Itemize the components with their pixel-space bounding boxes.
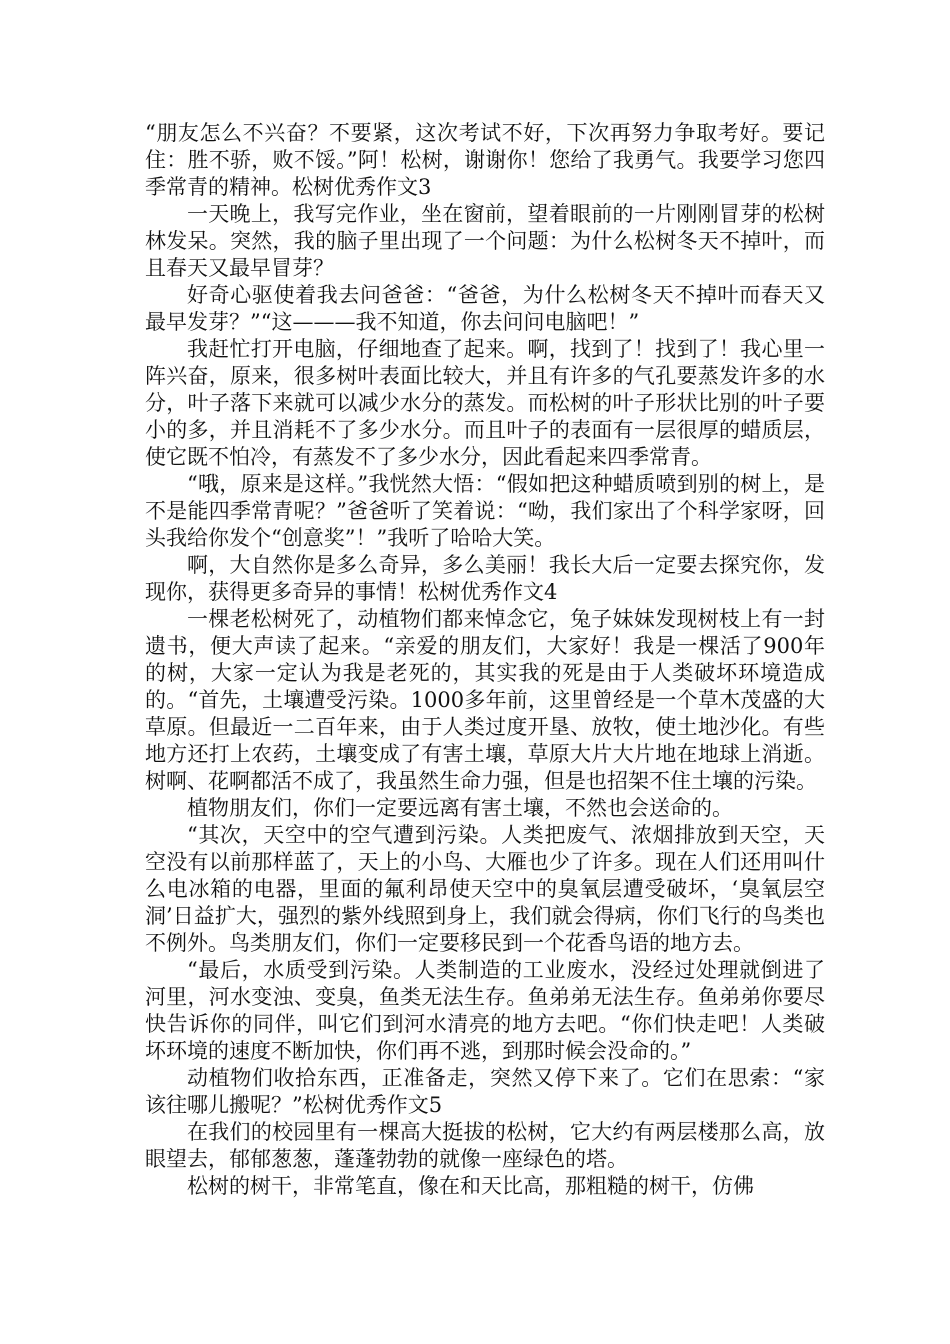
paragraph-13: 松树的树干，非常笔直，像在和天比高，那粗糙的树干，仿佛 bbox=[187, 1174, 754, 1198]
paragraph-7: 一棵老松树死了，动植物们都来悼念它，兔子妹妹发现树枝上有一封遗书，便大声读了起来。“亲爱的朋友们，大家好！我是一棵活了900年的树，大家一定认为我是老死的，其实我的死是由于人类破坏环境造成的。“首先，土壤遭受污染。1000多年前，这里曾经是一个草木茂盛的大草原。但最近一二百年来，由于人类过度开垦、放牧，使土地沙化。有些地方还打上农药，土壤变成了有害土壤，草原大片大片地在地球上消逝。树啊、花啊都活不成了，我虽然生命力强，但是也招架不住土壤的污染。 bbox=[145, 607, 825, 793]
paragraph-3: 好奇心驱使着我去问爸爸：“爸爸，为什么松树冬天不掉叶而春天又最早发芽？”“这———我不知道，你去问问电脑吧！” bbox=[145, 283, 825, 334]
paragraph-6: 啊，大自然你是多么奇异，多么美丽！我长大后一定要去探究你，发现你，获得更多奇异的事情！松树优秀作文4 bbox=[145, 553, 825, 604]
paragraph-12: 在我们的校园里有一棵高大挺拔的松树，它大约有两层楼那么高，放眼望去，郁郁葱葱，蓬蓬勃勃的就像一座绿色的塔。 bbox=[145, 1120, 825, 1171]
paragraph-8: 植物朋友们，你们一定要远离有害土壤，不然也会送命的。 bbox=[187, 796, 733, 820]
paragraph-1: “朋友怎么不兴奋？不要紧，这次考试不好，下次再努力争取考好。要记住：胜不骄，败不馁。”阿！松树，谢谢你！您给了我勇气。我要学习您四季常青的精神。松树优秀作文3 bbox=[145, 121, 825, 199]
paragraph-9: “其次，天空中的空气遭到污染。人类把废气、浓烟排放到天空，天空没有以前那样蓝了，天上的小鸟、大雁也少了许多。现在人们还用叫什么电冰箱的电器，里面的氟利昂使天空中的臭氧层遭受破坏，‘臭氧层空洞’日益扩大，强烈的紫外线照到身上，我们就会得病，你们飞行的鸟类也不例外。鸟类朋友们，你们一定要移民到一个花香鸟语的地方去。 bbox=[145, 823, 825, 955]
paragraph-5: “哦，原来是这样。”我恍然大悟：“假如把这种蜡质喷到别的树上，是不是能四季常青呢？”爸爸听了笑着说：“呦，我们家出了个科学家呀，回头我给你发个“创意奖”！”我听了哈哈大笑。 bbox=[145, 472, 825, 550]
document-page bbox=[145, 120, 825, 1200]
paragraph-4: 我赶忙打开电脑，仔细地查了起来。啊，找到了！找到了！我心里一阵兴奋，原来，很多树叶表面比较大，并且有许多的气孔要蒸发许多的水分，叶子落下来就可以减少水分的蒸发。而松树的叶子形状比别的叶子要小的多，并且消耗不了多少水分。而且叶子的表面有一层很厚的蜡质层，使它既不怕冷，有蒸发不了多少水分，因此看起来四季常青。 bbox=[145, 337, 825, 469]
paragraph-11: 动植物们收拾东西，正准备走，突然又停下来了。它们在思索：“家该往哪儿搬呢？”松树优秀作文5 bbox=[145, 1066, 825, 1117]
paragraph-10: “最后，水质受到污染。人类制造的工业废水，没经过处理就倒进了河里，河水变浊、变臭，鱼类无法生存。鱼弟弟无法生存。鱼弟弟你要尽快告诉你的同伴，叫它们到河水清亮的地方去吧。“你们快走吧！人类破坏环境的速度不断加快，你们再不逃，到那时候会没命的。” bbox=[145, 958, 825, 1063]
paragraph-2: 一天晚上，我写完作业，坐在窗前，望着眼前的一片刚刚冒芽的松树林发呆。突然，我的脑子里出现了一个问题：为什么松树冬天不掉叶，而且春天又最早冒芽？ bbox=[145, 202, 825, 280]
